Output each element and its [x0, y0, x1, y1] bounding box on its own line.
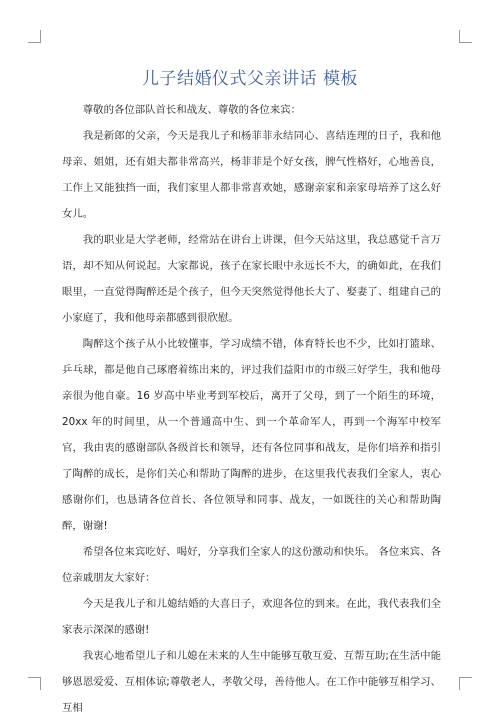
paragraph: 希望各位来宾吃好、喝好，分享我们全家人的这份激动和快乐。 各位来宾、各位亲戚朋友大家好：	[62, 546, 441, 584]
paragraph: 陶醉这个孩子从小比较懂事，学习成绩不错，体育特长也不少，比如打篮球、乒乓球，都是他自己琢磨着练出来的，评过我们益阳市的市级三好学生，我和他母亲很为他自豪。16 岁高中毕业考到军校后，离开了父母，到了一个陌生的环境，20xx 年的时间里，从一个普通高中生、到一个革命军人，再到一个海军中校军官，我由衷的感谢部队各级首长和领导，还有各位同事和战友，是你们培养和指引了陶醉的成长，是你们关心和帮助了陶醉的进步，在这里我代表我们全家人，衷心感谢你们，也恳请各位首长、各位领导和同事、战友，一如既往的关心和帮助陶醉，谢谢!	[62, 338, 441, 532]
paragraph: 我的职业是大学老师，经常站在讲台上讲课，但今天站这里，我总感觉千言万语，却不知从何说起。大家都说，孩子在家长眼中永远长不大，的确如此，在我们眼里，一直觉得陶醉还是个孩子，但今天突然觉得他长大了、娶妻了、组建自己的小家庭了，我和他母亲都感到很欣慰。	[62, 234, 441, 324]
page-corner-mark-bottom-right	[459, 677, 472, 690]
page-corner-mark-bottom-left	[28, 677, 41, 690]
document-title: 儿子结婚仪式父亲讲话 模板	[142, 69, 358, 89]
document-body	[62, 97, 441, 721]
paragraph: 我衷心地希望儿子和儿媳在未来的人生中能够互敬互爱、互帮互助;在生活中能够恩恩爱爱、互相体谅;尊敬老人，孝敬父母，善待他人。在工作中能够互相学习、互相	[62, 650, 441, 714]
paragraph: 我是新郎的父亲，今天是我儿子和杨菲菲永结同心、喜结连理的日子，我和他母亲、姐姐，还有姐夫都非常高兴，杨菲菲是个好女孩，脾气性格好，心地善良，工作上又能独挡一面，我们家里人都非常喜欢她，感谢亲家和亲家母培养了这么好女儿。	[62, 130, 441, 220]
page-corner-mark-top-right	[459, 30, 472, 43]
paragraph-salutation: 尊敬的各位部队首长和战友、尊敬的各位来宾：	[82, 104, 301, 116]
paragraph: 今天是我儿子和儿媳结婚的大喜日子，欢迎各位的到来。在此，我代表我们全家表示深深的感谢!	[62, 598, 441, 636]
page-corner-mark-top-left	[28, 30, 41, 43]
